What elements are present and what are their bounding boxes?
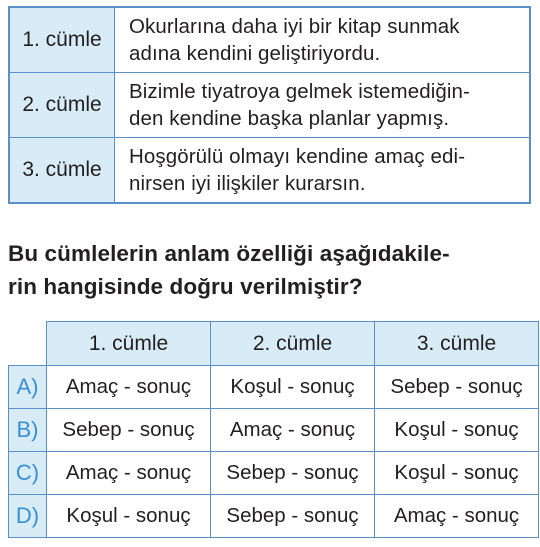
option-row-b[interactable] xyxy=(9,409,539,452)
sentence-line: Okurlarına daha iyi bir kitap sunmak xyxy=(129,15,460,38)
question-text xyxy=(8,237,533,303)
sentence-line: Bizimle tiyatroya gelmek istemediğin- xyxy=(129,80,470,103)
option-cell: Amaç - sonuç xyxy=(211,409,375,452)
option-letter[interactable]: B) xyxy=(9,409,47,452)
option-letter[interactable]: A) xyxy=(9,366,47,409)
options-header-row xyxy=(9,322,539,366)
option-cell: Amaç - sonuç xyxy=(47,452,211,495)
sentence-text xyxy=(115,7,531,73)
sentence-row-2 xyxy=(9,73,530,138)
option-cell: Sebep - sonuç xyxy=(211,452,375,495)
sentence-label: 3. cümle xyxy=(9,138,115,204)
option-row-c[interactable] xyxy=(9,452,539,495)
sentences-table xyxy=(8,6,531,204)
header-cell: 2. cümle xyxy=(211,322,375,366)
option-cell: Koşul - sonuç xyxy=(47,495,211,538)
question-line: Bu cümlelerin anlam özelliği aşağıdakile- xyxy=(8,241,450,266)
option-cell: Sebep - sonuç xyxy=(211,495,375,538)
sentence-line: den kendine başka planlar yapmış. xyxy=(129,107,450,130)
sentence-text xyxy=(115,138,531,204)
option-letter[interactable]: D) xyxy=(9,495,47,538)
options-table xyxy=(8,321,539,538)
option-cell: Koşul - sonuç xyxy=(211,366,375,409)
sentence-row-1 xyxy=(9,7,530,73)
sentence-line: adına kendini geliştiriyordu. xyxy=(129,42,381,65)
sentence-line: nirsen iyi ilişkiler kurarsın. xyxy=(129,172,366,195)
option-cell: Koşul - sonuç xyxy=(375,409,539,452)
option-cell: Sebep - sonuç xyxy=(375,366,539,409)
option-cell: Amaç - sonuç xyxy=(47,366,211,409)
question-line: rin hangisinde doğru verilmiştir? xyxy=(8,274,363,299)
option-cell: Amaç - sonuç xyxy=(375,495,539,538)
sentence-line: Hoşgörülü olmayı kendine amaç edi- xyxy=(129,145,466,168)
option-row-d[interactable] xyxy=(9,495,539,538)
option-letter[interactable]: C) xyxy=(9,452,47,495)
sentence-text xyxy=(115,73,531,138)
header-cell: 3. cümle xyxy=(375,322,539,366)
sentence-row-3 xyxy=(9,138,530,204)
option-cell: Koşul - sonuç xyxy=(375,452,539,495)
header-corner xyxy=(9,322,47,366)
option-row-a[interactable] xyxy=(9,366,539,409)
option-cell: Sebep - sonuç xyxy=(47,409,211,452)
header-cell: 1. cümle xyxy=(47,322,211,366)
sentence-label: 1. cümle xyxy=(9,7,115,73)
sentence-label: 2. cümle xyxy=(9,73,115,138)
